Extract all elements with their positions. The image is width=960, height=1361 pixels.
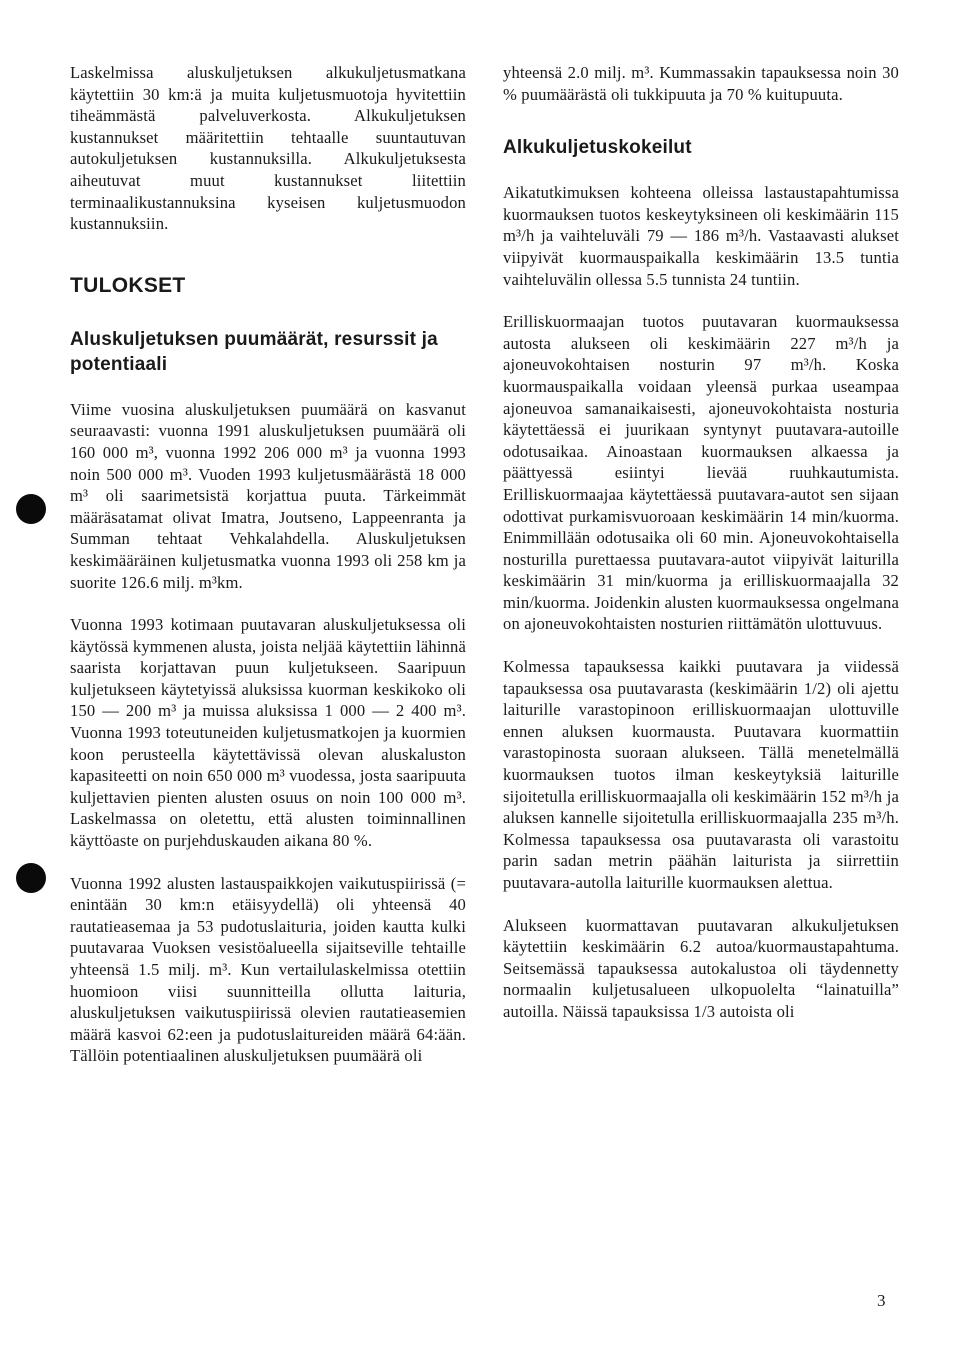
paragraph: Vuonna 1993 kotimaan puutavaran aluskuljetuksessa oli käytössä kymmenen alusta, joista neljää käytettiin lähinnä saarista korjattavan puun kuljetukseen. Saaripuun kuljetukseen käytetyissä aluksissa kuorman keskikoko oli 150 — 200 m³ ja muissa aluksissa 1 000 — 2 400 m³. Vuonna 1993 toteutuneiden kuljetusmatkojen ja kuormien koon perusteella käytettävissä olevan aluskaluston kapasiteetti on noin 650 000 m³ vuodessa, josta saaripuuta kuljettavien pienten alusten osuus on noin 100 000 m³. Laskelmassa on oletettu, että alusten toiminnallinen käyttöaste on purjehduskauden aikana 80 %. bbox=[70, 615, 466, 851]
paragraph: Vuonna 1992 alusten lastauspaikkojen vaikutuspiirissä (= enintään 30 km:n etäisyydellä) oli yhteensä 40 rautatieasemaa ja 53 pudotuslaituria, joiden kautta kulki puutavaraa Vuoksen vesistöalueella sijaitseville tehtaille yhteensä 1.5 milj. m³. Kun vertailulaskelmissa otettiin huomioon viisi suunnitteilla ollutta laituria, aluskuljetuksen vaikutuspiirissä olevien rautatieasemien määrä kasvoi 62:een ja pudotuslaitureiden määrä 64:ään. Tällöin potentiaalinen aluskuljetuksen puumäärä oli bbox=[70, 873, 466, 1066]
section-heading: TULOKSET bbox=[70, 273, 186, 297]
paragraph: Erilliskuormaajan tuotos puutavaran kuormauksessa autosta alukseen oli keskimäärin 227 m³/h ja ajoneuvokohtaisen nosturin 97 m³/h. Koska kuormauspaikalla voidaan yleensä purkaa useampaa ajoneuvoa samanaikaisesti, ajoneuvokohtaista nosturia käytettäessä ei juurikaan syntynyt puutavara-autoille odotusaikaa. Ainoastaan kuormauksen alkaessa ja päättyessä esiintyi lievää ruuhkautumista. Erilliskuormaajaa käytettäessä puutavara-autot sen sijaan odottivat purkamisvuoroaan keskimäärin 14 min/kuorma. Enimmillään odotusaika oli 60 min. Ajoneuvokohtaisella nosturilla purettaessa puutavara-autot viipyivät laiturilla keskimäärin 31 min/kuorma ja erilliskuormaajalla 32 min/kuorma. Joidenkin alusten kuormauksessa ongelmana on ajoneuvokohtaisten nosturien riittämätön ulottuvuus. bbox=[503, 312, 899, 634]
right-column bbox=[503, 62, 899, 1023]
paragraph: Alukseen kuormattavan puutavaran alkukuljetuksen käytettiin keskimäärin 6.2 autoa/kuormaustapahtuma. Seitsemässä tapauksessa autokalustoa oli täydennetty normaalin kuljetusalueen ulkopuolelta “lainatuilla” autoilla. Näissä tapauksissa 1/3 autoista oli bbox=[503, 915, 899, 1021]
subheading-aluskuljetuksen: Aluskuljetuksen puumäärät, resurssit ja potentiaali bbox=[70, 328, 438, 375]
subheading-alkukuljetuskokeilut: Alkukuljetuskokeilut bbox=[503, 137, 692, 159]
binder-hole-top bbox=[16, 494, 46, 524]
binder-hole-bottom bbox=[16, 863, 46, 893]
paragraph: Viime vuosina aluskuljetuksen puumäärä on kasvanut seuraavasti: vuonna 1991 aluskuljetuksen puumäärä oli 160 000 m³, vuonna 1992 206 000 m³ ja vuonna 1993 noin 500 000 m³. Vuoden 1993 kuljetusmäärästä 18 000 m³ oli saarimetsistä korjattua puuta. Tärkeimmät määräsatamat olivat Imatra, Joutseno, Lappeenranta ja Summan tehtaat Vehkalahdella. Aluskuljetuksen keskimääräinen kuljetusmatka vuonna 1993 oli 258 km ja suorite 126.6 milj. m³km. bbox=[70, 399, 466, 592]
paragraph: Kolmessa tapauksessa kaikki puutavara ja viidessä tapauksessa osa puutavarasta (keskimäärin 1/2) oli ajettu laiturille varastopinoon erilliskuormaajan ulottuville ennen aluksen kuormausta. Puutavara kuormattiin varastopinosta suoraan alukseen. Tällä menetelmällä kuormauksen tuotos ilman keskeytyksiä laiturille sijoitetulla erilliskuormaajalla oli keskimäärin 152 m³/h ja aluksen kannelle sijoitetulla erilliskuormaajalla 235 m³/h. Kolmessa tapauksessa osa puutavarasta oli varastoitu parin sadan metrin päähän laiturista ja siirrettiin puutavara-autolla laiturille kuormauksen alettua. bbox=[503, 657, 899, 892]
left-column bbox=[70, 62, 466, 1067]
intro-paragraph: Laskelmissa aluskuljetuksen alkukuljetusmatkana käytettiin 30 km:ä ja muita kuljetusmuotoja hyvitettiin tiheämmästä palveluverkosta. Alkukuljetuksen kustannukset määritettiin tehtaalle suuntautuvan autokuljetuksen kustannuksilla. Alkukuljetuksesta aiheutuvat muut kustannukset liitettiin terminaalikustannuksina kyseisen kuljetusmuodon kustannuksiin. bbox=[70, 63, 466, 234]
continuation-paragraph: yhteensä 2.0 milj. m³. Kummassakin tapauksessa noin 30 % puumäärästä oli tukkipuuta ja 70 % kuitupuuta. bbox=[503, 63, 899, 104]
paragraph: Aikatutkimuksen kohteena olleissa lastaustapahtumissa kuormauksen tuotos keskeytyksineen oli keskimäärin 115 m³/h ja vaihteluväli 79 — 186 m³/h. Vastaavasti alukset viipyivät kuormauspaikalla keskimäärin 13.5 tuntia vaihteluvälin ollessa 5.5 tunnista 24 tuntiin. bbox=[503, 183, 899, 289]
page-number: 3 bbox=[877, 1291, 886, 1310]
